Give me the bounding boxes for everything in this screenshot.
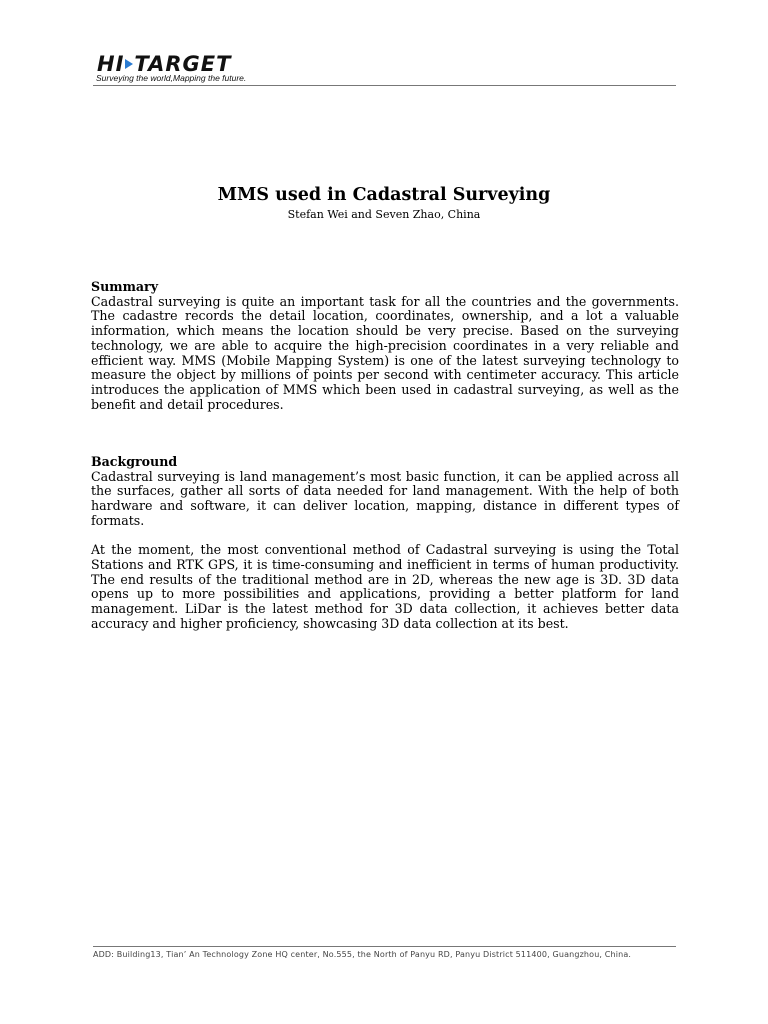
summary-section (91, 280, 679, 412)
logo-text-target: TARGET (134, 52, 232, 76)
header-divider (93, 85, 676, 86)
summary-heading: Summary (91, 279, 159, 294)
page-header (93, 52, 676, 86)
paragraph-spacer (91, 529, 679, 544)
document-title: MMS used in Cadastral Surveying (217, 185, 551, 205)
logo-text-hi: HI (97, 52, 125, 76)
footer-divider (93, 946, 676, 947)
background-paragraph-1: Cadastral surveying is land management’s most basic function, it can be applied across all the surfaces, gather all sorts of data needed for land management. With the help of both hardware and software, it can deliver location, mapping, distance in different types of formats. (91, 468, 679, 528)
background-paragraph-2: At the moment, the most conventional method of Cadastral surveying is using the Total Stations and RTK GPS, it is time-consuming and inefficient in terms of human productivity. The end results of the traditional method are in 2D, whereas the new age is 3D. 3D data opens up to more possibilities and applications, providing a better platform for land management. LiDar is the latest method for 3D data collection, it achieves better data accuracy and higher proficiency, showcasing 3D data collection at its best. (91, 542, 679, 631)
page-footer (93, 946, 676, 960)
footer-address: ADD: Building13, Tian’ An Technology Zone HQ center, No.555, the North of Panyu RD, Panyu District 511400, Guangzhou, China. (93, 950, 632, 959)
summary-paragraph: Cadastral surveying is quite an important task for all the countries and the governments. The cadastre records the detail location, coordinates, ownership, and a lot a valuable information, which means the location should be very precise. Based on the surveying technology, we are able to acquire the high-precision coordinates in a very reliable and efficient way. MMS (Mobile Mapping System) is one of the latest surveying technology to measure the object by millions of points per second with centimeter accuracy. This article introduces the application of MMS which been used in cadastral surveying, as well as the benefit and detail procedures. (91, 293, 679, 412)
company-tagline: Surveying the world,Mapping the future. (96, 73, 247, 83)
document-authors: Stefan Wei and Seven Zhao, China (287, 208, 481, 221)
background-heading: Background (91, 454, 178, 469)
background-section (91, 455, 679, 631)
triangle-right-icon (125, 59, 133, 69)
